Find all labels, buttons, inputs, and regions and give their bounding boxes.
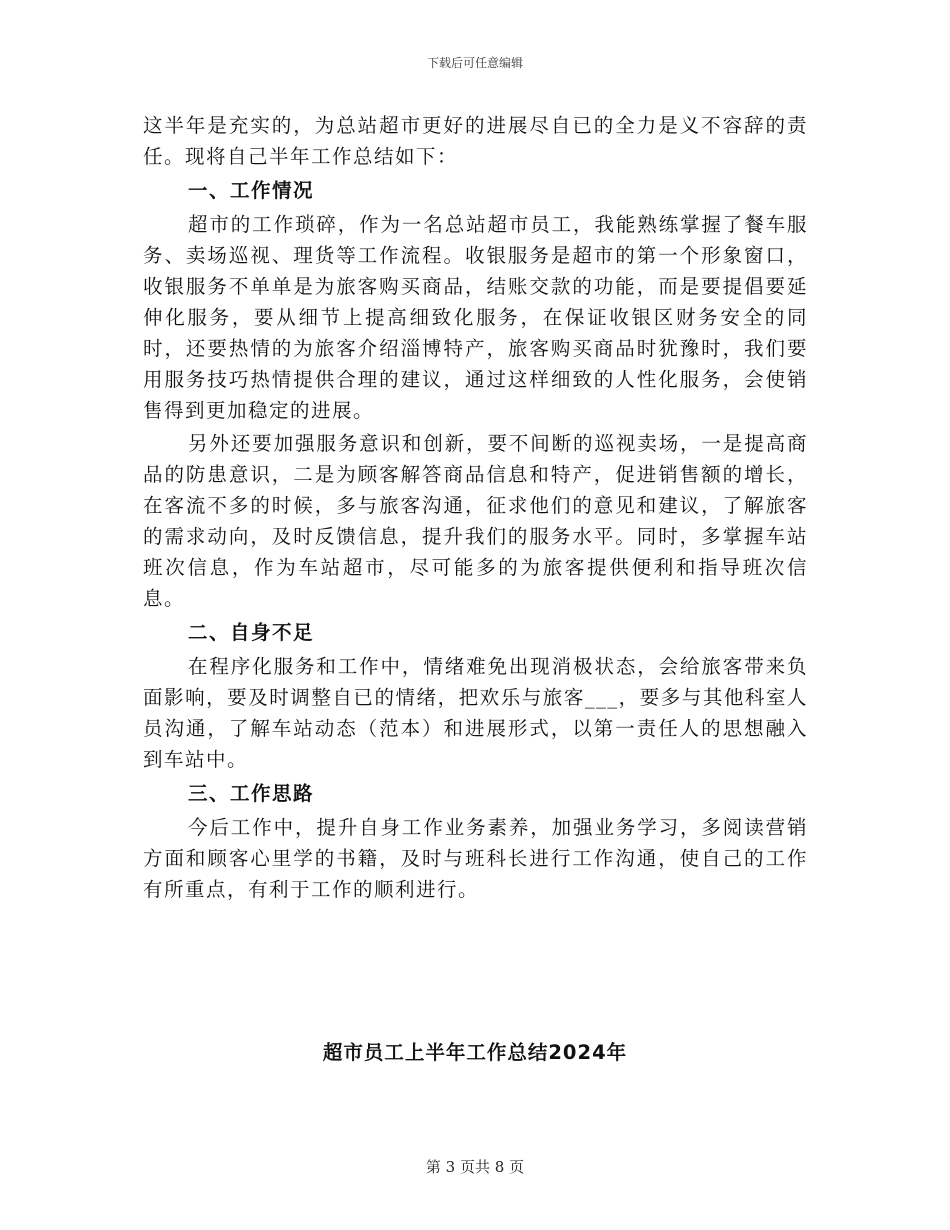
page-header-note: 下载后可任意编辑: [426, 56, 523, 70]
section-heading-work-plan: 三、工作思路: [188, 782, 315, 805]
work-plan-paragraph: 今后工作中，提升自身工作业务素养，加强业务学习，多阅读营销方面和顾客心里学的书籍，及时与班科长进行工作沟通，使自己的工作有所重点，有利于工作的顺利进行。: [143, 816, 808, 901]
work-status-paragraph-2: 另外还要加强服务意识和创新，要不间断的巡视卖场，一是提高商品的防患意识，二是为顾客解答商品信息和特产，促进销售额的增长，在客流不多的时候，多与旅客沟通，征求他们的意见和建议，了解旅客的需求动向，及时反馈信息，提升我们的服务水平。同时，多掌握车站班次信息，作为车站超市，尽可能多的为旅客提供便利和指导班次信息。: [143, 432, 808, 610]
section-heading-work-status: 一、工作情况: [188, 179, 315, 202]
work-status-paragraph-1: 超市的工作琐碎，作为一名总站超市员工，我能熟练掌握了餐车服务、卖场巡视、理货等工作流程。收银服务是超市的第一个形象窗口，收银服务不单单是为旅客购买商品，结账交款的功能，而是要提倡要延伸化服务，要从细节上提高细致化服务，在保证收银区财务安全的同时，还要热情的为旅客介绍淄博特产，旅客购买商品时犹豫时，我们要用服务技巧热情提供合理的建议，通过这样细致的人性化服务，会使销售得到更加稳定的进展。: [143, 213, 808, 422]
document-body: [143, 110, 808, 905]
next-document-title: 超市员工上半年工作总结2024年: [322, 1041, 628, 1064]
page-number-footer: 第 3 页共 8 页: [425, 1158, 525, 1176]
section-heading-shortcomings: 二、自身不足: [188, 621, 315, 644]
intro-paragraph: 这半年是充实的，为总站超市更好的进展尽自已的全力是义不容辞的责任。现将自己半年工作总结如下：: [143, 114, 808, 168]
shortcomings-paragraph: 在程序化服务和工作中，情绪难免出现消极状态，会给旅客带来负面影响，要及时调整自已的情绪，把欢乐与旅客___，要多与其他科室人员沟通，了解车站动态（范本）和进展形式，以第一责任人的思想融入到车站中。: [143, 655, 808, 771]
